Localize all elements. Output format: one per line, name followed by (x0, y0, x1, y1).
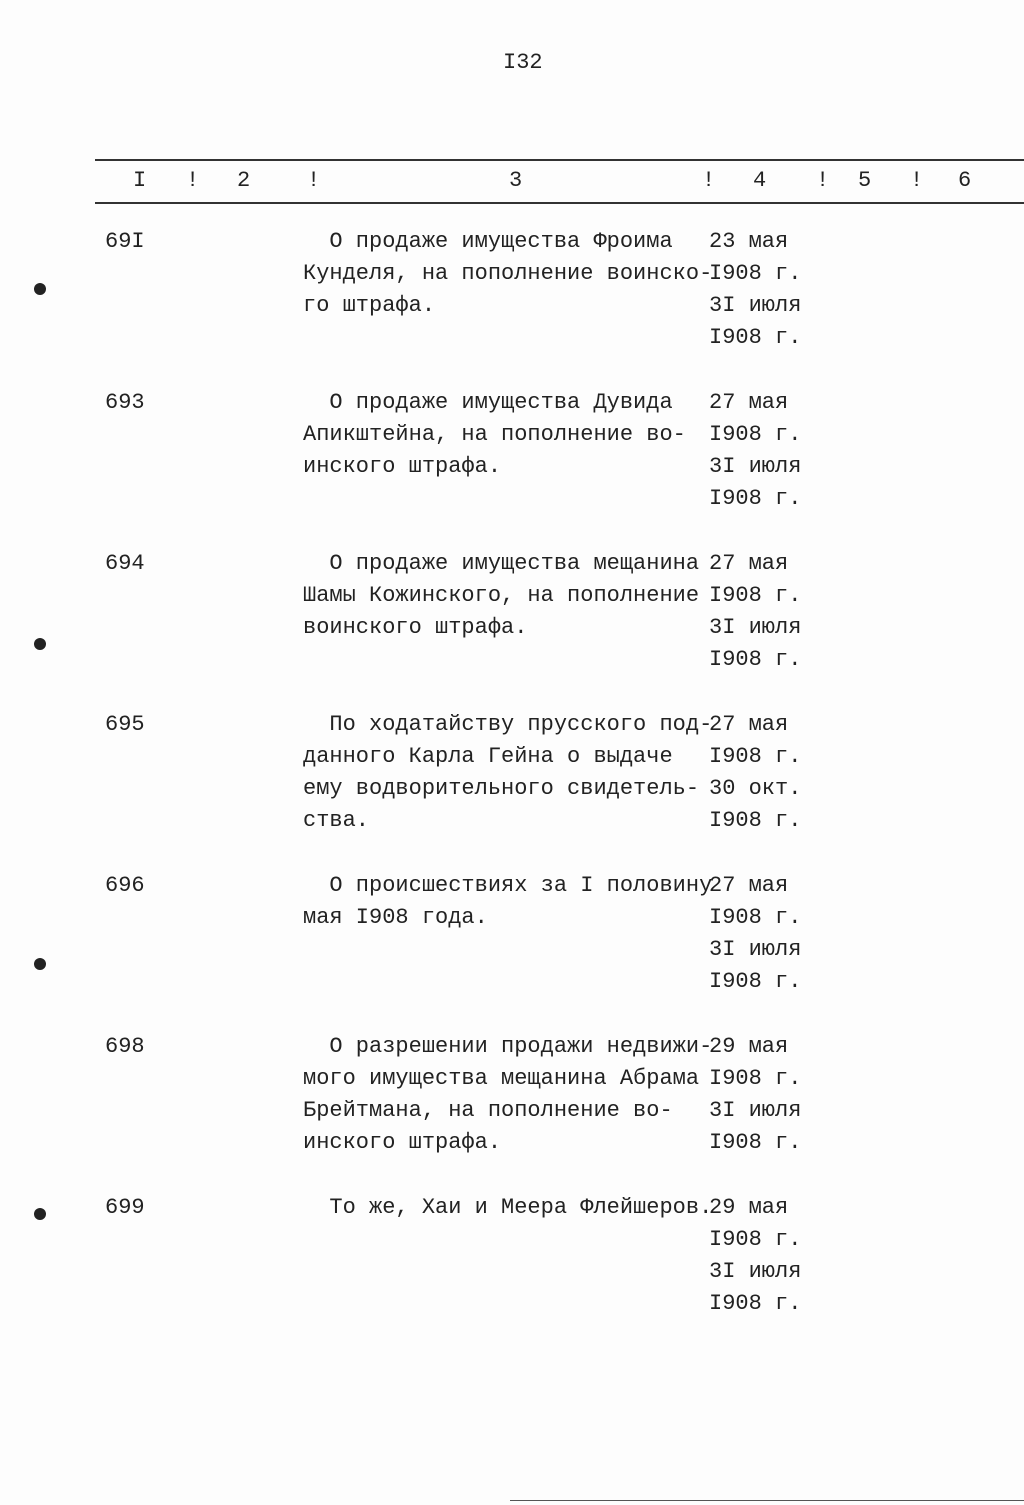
description-line: Кунделя, на пополнение воинско- (303, 261, 713, 286)
date-line: 3I июля (709, 937, 802, 962)
date-line: 3I июля (709, 1259, 802, 1284)
col-header-5: 5 (858, 168, 872, 193)
entry-dates (709, 387, 801, 515)
page-number: I32 (503, 50, 543, 75)
col-header-1: I (133, 168, 147, 193)
header-bottom-rule (95, 202, 1024, 204)
col-sep: ! (910, 168, 924, 193)
date-line: 3I июля (709, 454, 802, 479)
entry-description (303, 548, 699, 644)
description-line: Брейтмана, на пополнение во- (303, 1098, 673, 1123)
date-line: 29 мая (709, 1195, 789, 1220)
description-line: инского штрафа. (303, 1130, 502, 1155)
date-line: I908 г. (709, 261, 802, 286)
header-top-rule (95, 159, 1024, 161)
col-sep: ! (816, 168, 830, 193)
col-header-2: 2 (237, 168, 251, 193)
date-line: 27 мая (709, 712, 789, 737)
entry-dates (709, 548, 801, 676)
entry-dates (709, 709, 801, 837)
description-line: По ходатайству прусского под- (303, 712, 713, 737)
description-line: Шамы Кожинского, на пополнение (303, 583, 700, 608)
description-line: го штрафа. (303, 293, 436, 318)
col-header-6: 6 (958, 168, 972, 193)
description-line: Апикштейна, на пополнение во- (303, 422, 686, 447)
entry-description (303, 1031, 712, 1159)
description-line: О продаже имущества Фроима (303, 229, 673, 254)
punch-hole-mark (34, 958, 46, 970)
description-line: ему водворительного свидетель- (303, 776, 700, 801)
date-line: I908 г. (709, 325, 802, 350)
date-line: I908 г. (709, 486, 802, 511)
col-sep: ! (702, 168, 716, 193)
date-line: 27 мая (709, 551, 789, 576)
date-line: I908 г. (709, 422, 802, 447)
date-line: I908 г. (709, 969, 802, 994)
description-line: мая I908 года. (303, 905, 488, 930)
description-line: О продаже имущества Дувида (303, 390, 673, 415)
description-line: То же, Хаи и Меера Флейшеров. (303, 1195, 713, 1220)
description-line: инского штрафа. (303, 454, 502, 479)
entry-number: 696 (105, 873, 145, 898)
entry-description (303, 387, 686, 483)
date-line: 30 окт. (709, 776, 802, 801)
entry-number: 693 (105, 390, 145, 415)
date-line: 3I июля (709, 1098, 802, 1123)
date-line: I908 г. (709, 905, 802, 930)
description-line: О продаже имущества мещанина (303, 551, 700, 576)
entry-description (303, 1192, 712, 1224)
punch-hole-mark (34, 283, 46, 295)
entry-number: 695 (105, 712, 145, 737)
entry-number: 694 (105, 551, 145, 576)
date-line: I908 г. (709, 1130, 802, 1155)
punch-hole-mark (34, 1208, 46, 1220)
description-line: воинского штрафа. (303, 615, 528, 640)
entry-description (303, 709, 712, 837)
date-line: I908 г. (709, 647, 802, 672)
date-line: 27 мая (709, 873, 789, 898)
entry-number: 699 (105, 1195, 145, 1220)
entry-dates (709, 1031, 801, 1159)
col-header-3: 3 (509, 168, 523, 193)
date-line: I908 г. (709, 744, 802, 769)
bottom-rule (510, 1500, 1024, 1501)
description-line: О разрешении продажи недвижи- (303, 1034, 713, 1059)
entry-description (303, 870, 712, 934)
entry-description (303, 226, 712, 322)
date-line: I908 г. (709, 1291, 802, 1316)
date-line: 27 мая (709, 390, 789, 415)
date-line: I908 г. (709, 583, 802, 608)
date-line: 23 мая (709, 229, 789, 254)
col-sep: ! (186, 168, 200, 193)
description-line: ства. (303, 808, 370, 833)
date-line: 3I июля (709, 293, 802, 318)
punch-hole-mark (34, 638, 46, 650)
description-line: мого имущества мещанина Абрама (303, 1066, 700, 1091)
date-line: I908 г. (709, 1066, 802, 1091)
date-line: I908 г. (709, 1227, 802, 1252)
entry-number: 698 (105, 1034, 145, 1059)
col-sep: ! (307, 168, 321, 193)
entry-number: 69I (105, 229, 145, 254)
entry-dates (709, 1192, 801, 1320)
date-line: I908 г. (709, 808, 802, 833)
entry-dates (709, 870, 801, 998)
date-line: 29 мая (709, 1034, 789, 1059)
date-line: 3I июля (709, 615, 802, 640)
col-header-4: 4 (753, 168, 767, 193)
entry-dates (709, 226, 801, 354)
description-line: О происшествиях за I половину (303, 873, 713, 898)
description-line: данного Карла Гейна о выдаче (303, 744, 673, 769)
